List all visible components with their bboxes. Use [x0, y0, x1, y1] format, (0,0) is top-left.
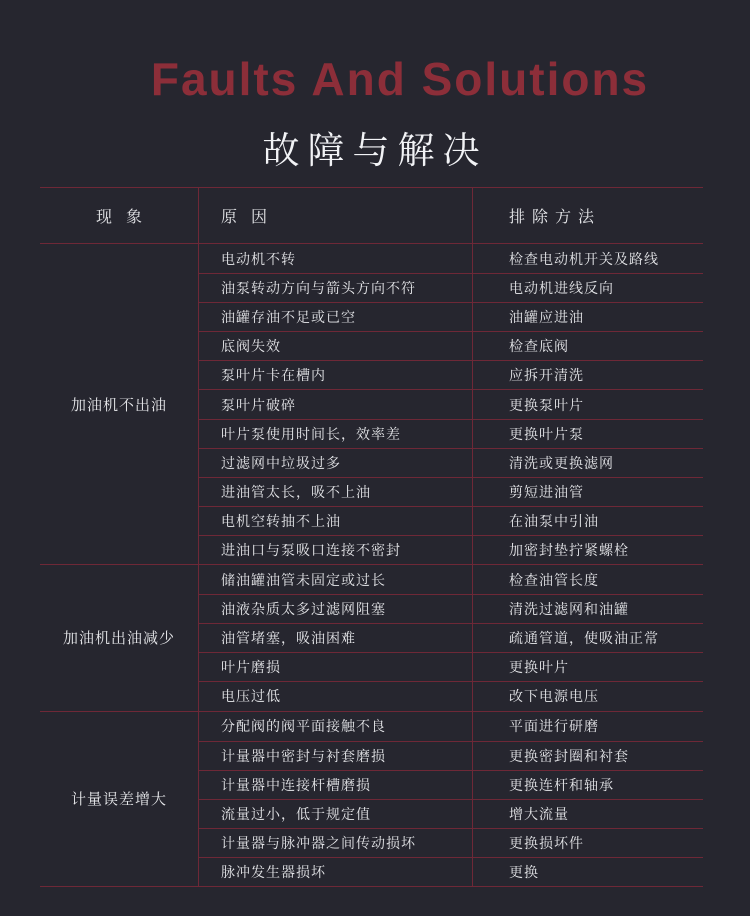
solution-cell: 加密封垫拧紧螺栓	[472, 536, 703, 564]
cause-cell: 电压过低	[221, 688, 281, 705]
table-row	[199, 448, 703, 477]
cause-cell: 电机空转抽不上油	[221, 512, 341, 529]
column-header-cause: 原因	[198, 188, 472, 243]
cause-cell: 脉冲发生器损坏	[221, 864, 326, 881]
cause-cell: 计量器中密封与衬套磨损	[221, 747, 386, 764]
table-row	[199, 623, 703, 652]
solution-cell: 更换密封圈和衬套	[472, 742, 703, 770]
table-row	[199, 331, 703, 360]
solution-cell: 清洗过滤网和油罐	[472, 595, 703, 623]
solution-cell: 剪短进油管	[472, 478, 703, 506]
table-row	[199, 681, 703, 710]
column-header-phenomenon: 现象	[95, 209, 156, 226]
cause-cell: 储油罐油管未固定或过长	[221, 571, 386, 588]
cause-cell: 油罐存油不足或已空	[221, 309, 356, 326]
table-row	[199, 244, 703, 273]
group-rows	[198, 712, 703, 887]
table-row	[199, 770, 703, 799]
cause-cell: 泵叶片卡在槽内	[221, 367, 326, 384]
fault-group	[40, 565, 703, 711]
column-header-solution: 排除方法	[472, 188, 703, 243]
fault-group	[40, 712, 703, 888]
cause-cell: 叶片泵使用时间长，效率差	[221, 425, 401, 442]
table-header-row	[40, 188, 703, 244]
table-row	[199, 360, 703, 389]
table-row	[199, 273, 703, 302]
solution-cell: 电动机进线反向	[472, 274, 703, 302]
page-title-chinese: 故障与解决	[262, 130, 488, 171]
phenomenon-cell: 加油机出油减少	[62, 630, 175, 648]
solution-cell: 油罐应进油	[472, 303, 703, 331]
table-row	[199, 419, 703, 448]
cause-cell: 计量器与脉冲器之间传动损坏	[221, 834, 416, 851]
table-row	[199, 477, 703, 506]
solution-cell: 平面进行研磨	[472, 712, 703, 741]
cause-cell: 底阀失效	[221, 338, 281, 355]
solution-cell: 改下电源电压	[472, 682, 703, 710]
solution-cell: 更换损坏件	[472, 829, 703, 857]
solution-cell: 检查油管长度	[472, 565, 703, 594]
table-row	[199, 506, 703, 535]
fault-group	[40, 244, 703, 565]
cause-cell: 油液杂质太多过滤网阻塞	[221, 601, 386, 618]
cause-cell: 油泵转动方向与箭头方向不符	[221, 280, 416, 297]
table-row	[199, 799, 703, 828]
table-row	[199, 594, 703, 623]
solution-cell: 更换连杆和轴承	[472, 771, 703, 799]
table-row	[199, 389, 703, 418]
cause-cell: 进油管太长，吸不上油	[221, 483, 371, 500]
phenomenon-cell: 加油机不出油	[70, 396, 167, 414]
cause-cell: 过滤网中垃圾过多	[221, 454, 341, 471]
solution-cell: 增大流量	[472, 800, 703, 828]
cause-cell: 流量过小，低于规定值	[221, 805, 371, 822]
solution-cell: 检查电动机开关及路线	[472, 244, 703, 273]
table-row	[199, 302, 703, 331]
cause-cell: 分配阀的阀平面接触不良	[221, 718, 386, 735]
table-row	[199, 712, 703, 741]
solution-cell: 检查底阀	[472, 332, 703, 360]
cause-cell: 计量器中连接杆槽磨损	[221, 776, 371, 793]
table-row	[199, 857, 703, 886]
table-row	[199, 565, 703, 594]
table-row	[199, 741, 703, 770]
cause-cell: 电动机不转	[221, 250, 296, 267]
solution-cell: 更换叶片	[472, 653, 703, 681]
cause-cell: 进油口与泵吸口连接不密封	[221, 541, 401, 558]
table-row	[199, 535, 703, 564]
faults-solutions-table	[40, 187, 703, 887]
solution-cell: 更换叶片泵	[472, 420, 703, 448]
table-row	[199, 652, 703, 681]
solution-cell: 更换	[472, 858, 703, 886]
cause-cell: 油管堵塞，吸油困难	[221, 630, 356, 647]
solution-cell: 清洗或更换滤网	[472, 449, 703, 477]
solution-cell: 更换泵叶片	[472, 390, 703, 418]
cause-cell: 泵叶片破碎	[221, 396, 296, 413]
page-title-english: Faults And Solutions	[150, 53, 650, 105]
cause-cell: 叶片磨损	[221, 659, 281, 676]
solution-cell: 应拆开清洗	[472, 361, 703, 389]
group-rows	[198, 565, 703, 710]
solution-cell: 在油泵中引油	[472, 507, 703, 535]
table-row	[199, 828, 703, 857]
group-rows	[198, 244, 703, 564]
solution-cell: 疏通管道，使吸油正常	[472, 624, 703, 652]
phenomenon-cell: 计量误差增大	[70, 791, 167, 809]
table-body	[40, 244, 703, 887]
